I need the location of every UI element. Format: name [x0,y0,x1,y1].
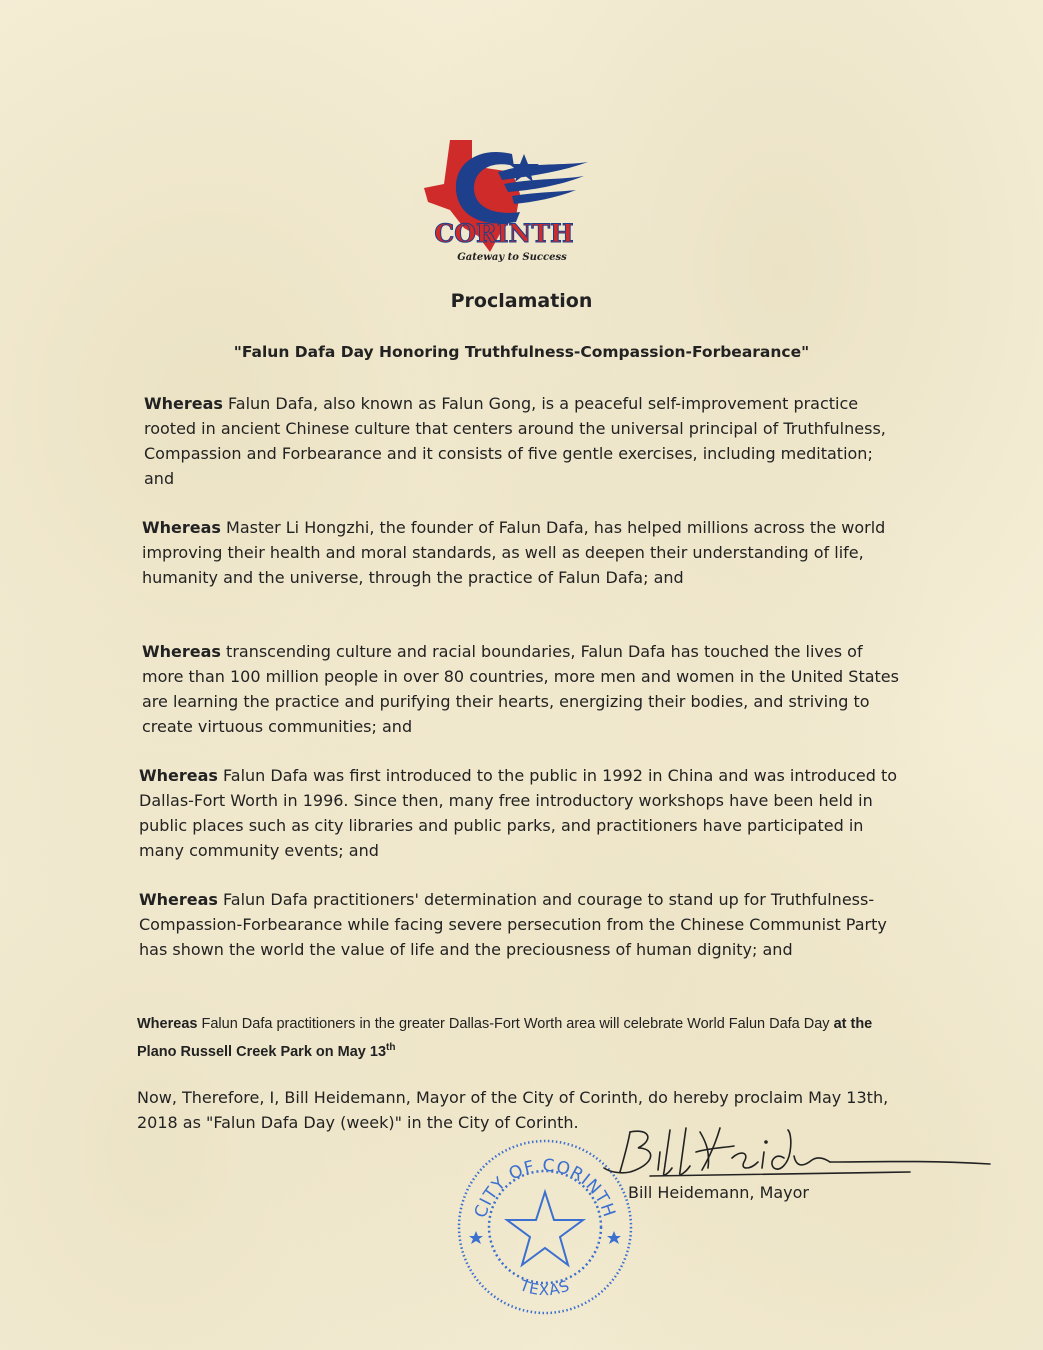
whereas-lead: Whereas [142,518,221,537]
signer-name: Bill Heidemann, Mayor [628,1183,810,1202]
whereas-lead: Whereas [139,890,218,909]
paragraph-text: Master Li Hongzhi, the founder of Falun Dafa, has helped millions across the world improving their health and moral standards, as well as deepen their understanding of life, humanity and the universe, through the practice of Falun Dafa; and [142,518,886,587]
paragraph-text: transcending culture and racial boundaries, Falun Dafa has touched the lives of more than 100 million people in over 80 countries, more men and women in the United States are learning the practice and purifying their hearts, energizing their bodies, and striving to create virtuous communities; and [142,642,899,736]
svg-text:CORINTH: CORINTH [434,219,574,248]
corinth-wordmark [434,219,573,248]
proclamation-subtitle: "Falun Dafa Day Honoring Truthfulness-Compassion-Forbearance" [233,343,810,361]
handwritten-signature-icon [590,1122,1000,1192]
seal-small-star-icon [469,1231,483,1244]
paragraph-text: Falun Dafa, also known as Falun Gong, is a peaceful self-improvement practice rooted in ancient Chinese culture that centers around the universal principal of Truthfulness, Compassion and Forbearance and it consists of five gentle exercises, including meditation; and [144,394,886,488]
svg-text:TEXAS [517,1276,573,1299]
closing-proclamation: Now, Therefore, I, Bill Heidemann, Mayor of the City of Corinth, do hereby proclaim May 13th, 2018 as "Falun Dafa Day (week)" in the City of Corinth. [137,1088,889,1132]
mayor-signature [590,1122,1000,1192]
paragraph-text: Falun Dafa practitioners in the greater Dallas-Fort Worth area will celebrate World Falun Dafa Day [197,1016,834,1032]
whereas-paragraph-4 [139,763,899,863]
whereas-paragraph-1 [144,391,904,491]
seal-bottom-text: TEXAS [517,1276,573,1300]
paragraph-text: Falun Dafa practitioners' determination and courage to stand up for Truthfulness-Compassion-Forbearance while facing severe persecution from the Chinese Communist Party has shown the world the value of life and the preciousness of human dignity; and [139,890,887,959]
page-title: Proclamation [450,290,593,312]
whereas-paragraph-5 [139,887,899,962]
whereas-lead: Whereas [142,642,221,661]
logo-tagline: Gateway to Success [457,252,567,263]
seal-star-icon [507,1192,583,1265]
seal-top-text: CITY OF CORINTH [470,1155,620,1221]
whereas-lead: Whereas [139,766,218,785]
event-location: at the Plano Russell Creek Park on May 13 [137,1016,873,1060]
city-of-corinth-logo [420,132,592,266]
paragraph-text: Falun Dafa was first introduced to the public in 1992 in China and was introduced to Dallas-Fort Worth in 1996. Since then, many free introductory workshops have been held in public places such as city libraries and public parks, and practitioners have participated in many community events; and [139,766,898,860]
whereas-lead: Whereas [137,1016,198,1032]
whereas-paragraph-2 [142,515,902,590]
seal-small-star-icon [607,1231,621,1244]
whereas-paragraph-6 [137,1012,897,1064]
date-superscript: th [386,1042,396,1053]
whereas-lead: Whereas [144,394,223,413]
texas-star-logo-icon [420,132,592,266]
whereas-paragraph-3 [142,639,902,739]
